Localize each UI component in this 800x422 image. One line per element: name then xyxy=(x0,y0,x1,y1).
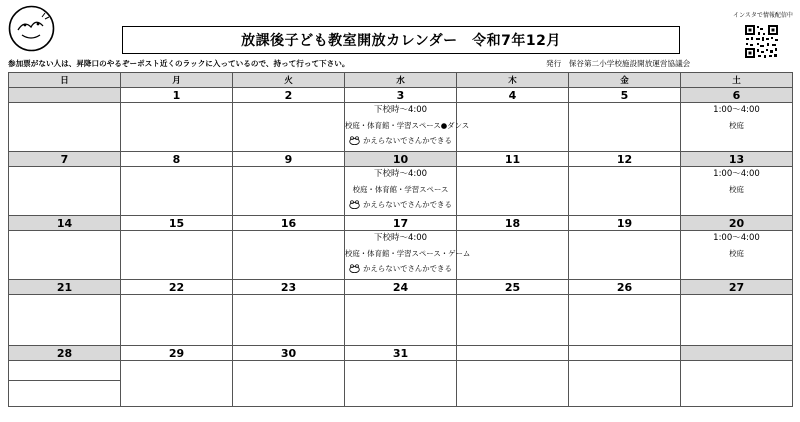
event-row xyxy=(9,167,793,216)
event-note xyxy=(345,197,456,212)
event-row xyxy=(9,295,793,346)
day-cell xyxy=(457,167,569,216)
saturday-event xyxy=(681,167,793,216)
event-time: 下校時～4:00 xyxy=(373,105,428,115)
day-cell xyxy=(569,295,681,346)
frog-icon xyxy=(349,264,360,273)
day-cell xyxy=(121,167,233,216)
date-row xyxy=(9,280,793,295)
day-cell xyxy=(233,295,345,346)
day-cell xyxy=(121,231,233,280)
event-note xyxy=(345,261,456,276)
frog-icon xyxy=(349,200,360,209)
date-number: 1 xyxy=(121,88,233,103)
date-number: 4 xyxy=(457,88,569,103)
event-places: 校庭 xyxy=(729,121,744,130)
date-number: 29 xyxy=(121,346,233,361)
date-number: 9 xyxy=(233,152,345,167)
saturday-event xyxy=(681,231,793,280)
date-number: 27 xyxy=(681,280,793,295)
weekday-tue: 火 xyxy=(233,73,345,88)
day-cell xyxy=(681,361,793,407)
calendar-table xyxy=(8,72,793,407)
day-cell xyxy=(569,167,681,216)
date-number: 31 xyxy=(345,346,457,361)
date-number: 7 xyxy=(9,152,121,167)
date-number xyxy=(569,346,681,361)
event-places: 校庭・体育館・学習スペース xyxy=(352,185,449,194)
publisher-text: 発行 保谷第二小学校施設開放運営協議会 xyxy=(546,59,691,68)
date-number: 15 xyxy=(121,216,233,231)
date-number: 12 xyxy=(569,152,681,167)
date-number: 28 xyxy=(9,346,121,361)
day-cell xyxy=(121,361,233,407)
saturday-event xyxy=(681,103,793,152)
qr-code[interactable] xyxy=(744,24,779,59)
date-number: 26 xyxy=(569,280,681,295)
event-places: 校庭 xyxy=(729,249,744,258)
event-note-text: かえらないでさんかできる xyxy=(363,136,452,145)
weekday-fri: 金 xyxy=(569,73,681,88)
day-cell xyxy=(457,103,569,152)
event-time: 1:00～4:00 xyxy=(713,233,760,243)
calendar-title-text: 放課後子ども教室開放カレンダー 令和7年12月 xyxy=(241,33,561,49)
school-logo xyxy=(8,5,55,52)
event-places: 校庭・体育館・学習スペース●ダンス xyxy=(345,121,470,130)
date-number: 5 xyxy=(569,88,681,103)
event-note xyxy=(345,133,456,148)
date-number: 20 xyxy=(681,216,793,231)
event-time: 1:00～4:00 xyxy=(713,105,760,115)
date-number xyxy=(457,346,569,361)
day-cell xyxy=(233,231,345,280)
day-cell xyxy=(233,167,345,216)
day-cell xyxy=(457,295,569,346)
event-time: 下校時～4:00 xyxy=(373,169,428,179)
day-cell xyxy=(9,167,121,216)
blank-subcell xyxy=(9,380,120,401)
day-cell xyxy=(233,361,345,407)
date-row xyxy=(9,346,793,361)
event-places: 校庭・体育館・学習スペース・ゲーム xyxy=(345,249,471,258)
weekday-thu: 木 xyxy=(457,73,569,88)
date-number: 8 xyxy=(121,152,233,167)
day-cell xyxy=(569,361,681,407)
date-number: 11 xyxy=(457,152,569,167)
date-number: 21 xyxy=(9,280,121,295)
date-number: 3 xyxy=(345,88,457,103)
day-cell xyxy=(9,103,121,152)
date-number: 14 xyxy=(9,216,121,231)
wednesday-event xyxy=(345,231,471,280)
day-cell xyxy=(121,295,233,346)
date-number xyxy=(681,346,793,361)
date-number: 19 xyxy=(569,216,681,231)
date-number: 17 xyxy=(345,216,457,231)
day-cell xyxy=(457,361,569,407)
date-number: 6 xyxy=(681,88,793,103)
date-row xyxy=(9,216,793,231)
wednesday-event xyxy=(345,167,457,216)
date-number: 18 xyxy=(457,216,569,231)
day-cell xyxy=(569,103,681,152)
date-row xyxy=(9,152,793,167)
event-row xyxy=(9,361,793,407)
date-number: 10 xyxy=(345,152,457,167)
date-row xyxy=(9,88,793,103)
weekday-header-row xyxy=(9,73,793,88)
event-row xyxy=(9,231,793,280)
day-cell xyxy=(9,295,121,346)
day-cell xyxy=(345,361,457,407)
event-time: 1:00～4:00 xyxy=(713,169,760,179)
day-cell xyxy=(233,103,345,152)
weekday-sun: 日 xyxy=(9,73,121,88)
date-number: 24 xyxy=(345,280,457,295)
date-number xyxy=(9,88,121,103)
frog-icon xyxy=(349,136,360,145)
calendar-title xyxy=(122,26,680,54)
event-places: 校庭 xyxy=(729,185,744,194)
event-time: 下校時～4:00 xyxy=(373,233,428,243)
day-cell xyxy=(9,361,121,407)
weekday-sat: 土 xyxy=(681,73,793,88)
day-cell xyxy=(9,231,121,280)
weekday-mon: 月 xyxy=(121,73,233,88)
event-note-text: かえらないでさんかできる xyxy=(363,200,452,209)
day-cell xyxy=(121,103,233,152)
date-number: 22 xyxy=(121,280,233,295)
day-cell xyxy=(569,231,681,280)
date-number: 2 xyxy=(233,88,345,103)
day-cell xyxy=(457,231,569,280)
date-number: 13 xyxy=(681,152,793,167)
event-note-text: かえらないでさんかできる xyxy=(363,264,452,273)
weekday-wed: 水 xyxy=(345,73,457,88)
notice-text: 参加票がない人は、昇降口のやるぞーポスト近くのラックに入っているので、持って行って下さい。 xyxy=(8,59,350,68)
wednesday-event xyxy=(345,103,470,152)
date-number: 30 xyxy=(233,346,345,361)
date-number: 16 xyxy=(233,216,345,231)
event-row xyxy=(9,103,793,152)
day-cell xyxy=(681,295,793,346)
day-cell xyxy=(345,295,457,346)
date-number: 25 xyxy=(457,280,569,295)
instagram-note: インスタで情報配信中 xyxy=(733,12,793,19)
date-number: 23 xyxy=(233,280,345,295)
